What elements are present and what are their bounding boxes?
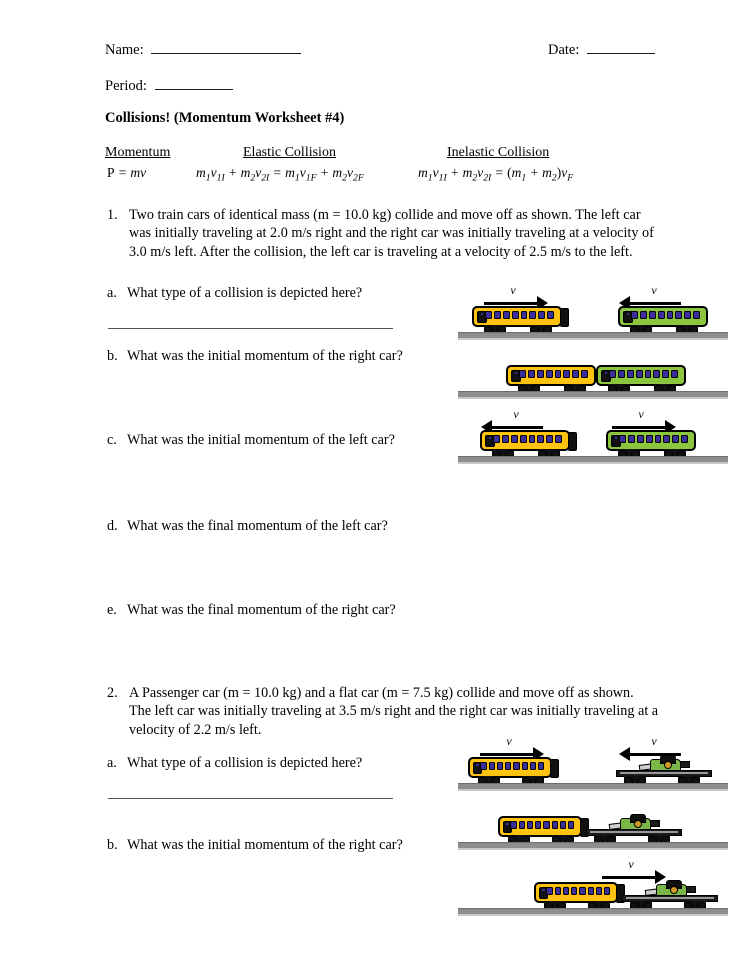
yellow-passenger-car: [472, 303, 568, 333]
part-marker: c.: [107, 432, 117, 448]
part-text: What was the final momentum of the right car?: [127, 602, 396, 618]
car-coupler: [560, 308, 569, 327]
velocity-label: v: [628, 857, 634, 871]
q2-diagram-at-collision: [458, 808, 728, 848]
question-1-number: 1.: [107, 207, 118, 223]
question-1-part-a: [107, 285, 362, 302]
flat-car-with-cargo: [616, 752, 712, 784]
car-windows: [510, 821, 574, 828]
car-windows: [609, 370, 678, 377]
railway-track: [458, 842, 728, 848]
velocity-label: v: [513, 407, 519, 421]
car-body: [534, 882, 618, 903]
period-blank[interactable]: [155, 89, 233, 90]
flat-car-with-cargo: [622, 877, 718, 909]
yellow-passenger-car: [468, 754, 558, 784]
railway-track: [458, 332, 728, 338]
green-passenger-car: [596, 362, 692, 392]
velocity-label: v: [506, 734, 512, 748]
cargo-tail: [680, 761, 689, 768]
cargo-tail: [650, 820, 659, 827]
question-2-part-b: [107, 837, 403, 854]
q1-diagram-at-collision: [458, 357, 728, 397]
car-body: [618, 306, 708, 327]
green-passenger-car: [618, 303, 714, 333]
yellow-passenger-car: [506, 362, 602, 392]
date-field-row: [548, 42, 655, 59]
part-text: What was the initial momentum of the left car?: [127, 432, 395, 448]
car-body: [472, 306, 562, 327]
car-windows: [485, 311, 554, 318]
part-text: What was the initial momentum of the right car?: [127, 837, 403, 853]
cargo-light: [664, 761, 672, 769]
part-marker: a.: [107, 755, 117, 771]
answer-blank-1a[interactable]: [108, 328, 393, 329]
car-body: [480, 430, 570, 451]
question-2: [107, 684, 659, 739]
part-marker: e.: [107, 602, 117, 618]
part-text: What type of a collision is depicted here?: [127, 755, 363, 771]
q1-diagram-after-collision: [458, 407, 728, 462]
date-blank[interactable]: [587, 53, 655, 54]
cargo-light: [670, 886, 678, 894]
question-1-part-d: [107, 518, 388, 535]
inelastic-collision-heading: Inelastic Collision: [447, 145, 550, 160]
period-label: Period:: [105, 78, 147, 94]
railway-track: [458, 783, 728, 789]
railway-track: [458, 391, 728, 397]
yellow-passenger-car: [498, 813, 588, 843]
car-body: [498, 816, 582, 837]
question-2-text: A Passenger car (m = 10.0 kg) and a flat car (m = 7.5 kg) collide and move off as shown. The left car was initially traveling at 3.5 m/s right and the right car was initially traveling at a velocity of 2.2 m/s left.: [129, 685, 659, 738]
car-body: [596, 365, 686, 386]
question-1: [107, 206, 659, 261]
cargo-light: [634, 820, 642, 828]
car-windows: [631, 311, 700, 318]
velocity-label: v: [638, 407, 644, 421]
cargo-tail: [686, 886, 695, 893]
part-marker: a.: [107, 285, 117, 301]
name-field-row: [105, 42, 301, 59]
page-title: Collisions! (Momentum Worksheet #4): [105, 110, 345, 126]
car-body: [606, 430, 696, 451]
railway-track: [458, 908, 728, 914]
question-2-number: 2.: [107, 685, 118, 701]
date-label: Date:: [548, 42, 580, 58]
car-windows: [546, 887, 610, 894]
yellow-passenger-car: [534, 879, 624, 909]
question-1-part-b: [107, 348, 403, 365]
name-blank[interactable]: [151, 53, 301, 54]
momentum-formula: P = mv: [107, 165, 147, 180]
elastic-collision-formula: $m_1v_{1I} + m_2v_{2I} = m_1v_{1F} + m_2v_{2F}$: [196, 165, 364, 184]
momentum-heading: Momentum: [105, 145, 171, 160]
q2-diagram-before-collision: [458, 734, 728, 789]
car-body: [506, 365, 596, 386]
question-1-text: Two train cars of identical mass (m = 10.0 kg) collide and move off as shown. The left car was initially traveling at 2.0 m/s right and the right car was initially traveling at a velocity of 3.0 m/s left. After the collision, the left car is traveling at a velocity of 2.5 m/s to the left.: [129, 207, 654, 260]
q2-diagram-after-collision: [458, 858, 728, 914]
period-field-row: [105, 78, 233, 95]
velocity-label: v: [510, 283, 516, 297]
part-marker: d.: [107, 518, 118, 534]
question-2-part-a: [107, 755, 362, 772]
flat-car-with-cargo: [586, 811, 682, 843]
name-label: Name:: [105, 42, 144, 58]
q1-diagram-before-collision: [458, 283, 728, 338]
part-text: What type of a collision is depicted here?: [127, 285, 363, 301]
answer-blank-2a[interactable]: [108, 798, 393, 799]
part-marker: b.: [107, 837, 118, 853]
railway-track: [458, 456, 728, 462]
question-1-part-c: [107, 432, 395, 449]
car-body: [468, 757, 552, 778]
green-passenger-car: [606, 427, 702, 457]
elastic-collision-heading: Elastic Collision: [243, 145, 336, 160]
yellow-passenger-car: [480, 427, 576, 457]
velocity-label: v: [651, 283, 657, 297]
part-text: What was the initial momentum of the right car?: [127, 348, 403, 364]
car-coupler: [550, 759, 559, 778]
car-windows: [619, 435, 688, 442]
velocity-label: v: [651, 734, 657, 748]
car-coupler: [568, 432, 577, 451]
car-windows: [480, 762, 544, 769]
part-marker: b.: [107, 348, 118, 364]
question-1-part-e: [107, 602, 396, 619]
car-windows: [519, 370, 588, 377]
car-windows: [493, 435, 562, 442]
part-text: What was the final momentum of the left car?: [127, 518, 388, 534]
inelastic-collision-formula: $m_1v_{1I} + m_2v_{2I} = (m_1 + m_2)v_F$: [418, 165, 574, 184]
